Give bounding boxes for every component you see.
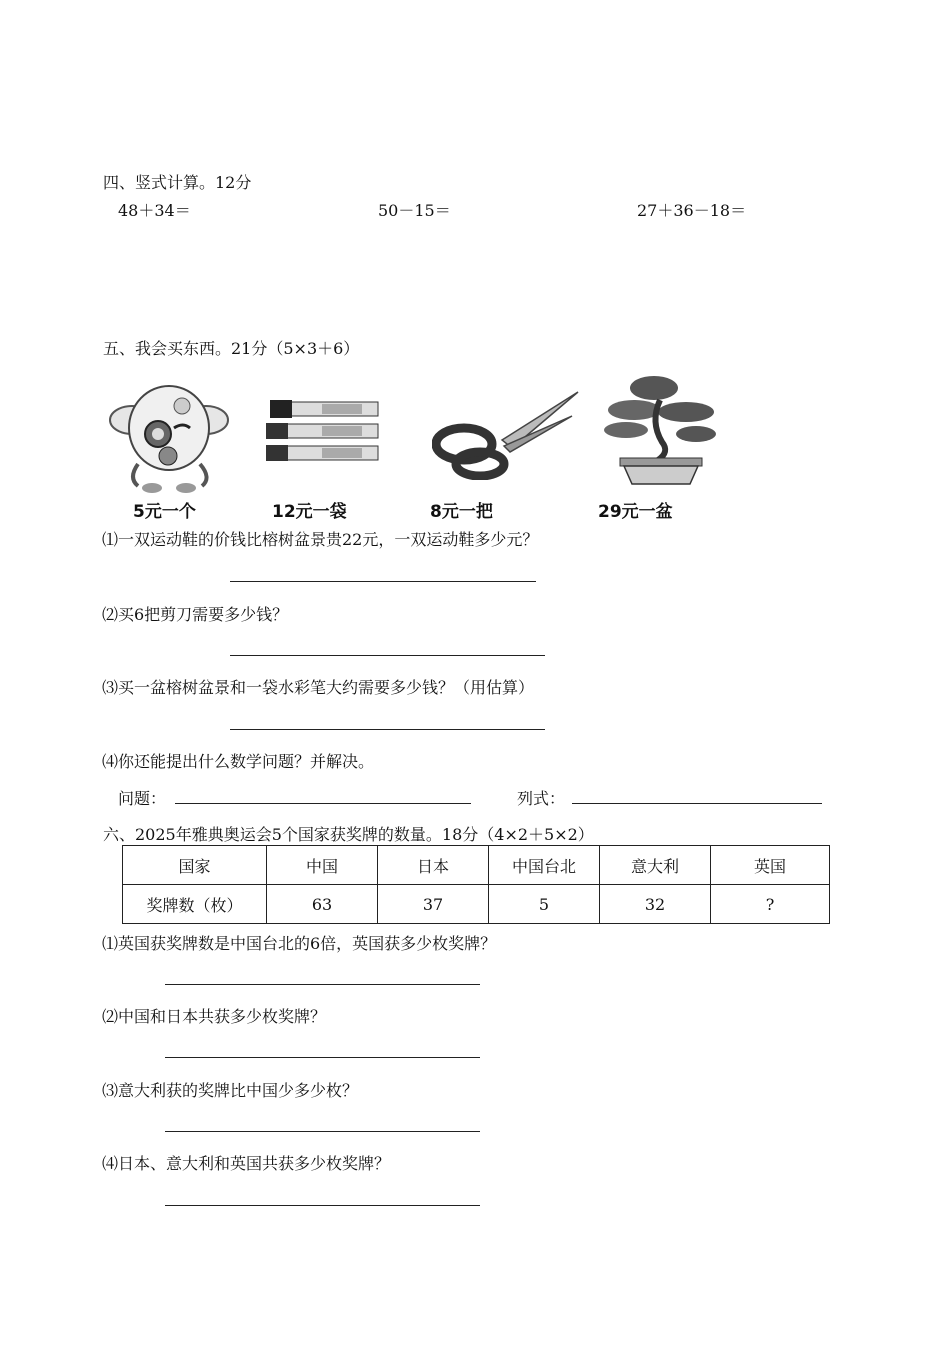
table-cell: 37: [378, 885, 489, 924]
price-bonsai: 29元一盆: [598, 502, 673, 522]
table-cell: 意大利: [600, 846, 711, 885]
table-cell: 5: [489, 885, 600, 924]
s6-question-4: ⑷日本、意大利和英国共获多少枚奖牌？: [102, 1154, 391, 1173]
formula-line[interactable]: [572, 803, 822, 804]
answer-line[interactable]: [230, 581, 536, 582]
bonsai-icon: [600, 372, 722, 488]
s5-question-1: ⑴一双运动鞋的价钱比榕树盆景贵22元，一双运动鞋多少元？: [102, 530, 539, 549]
s5-question-2: ⑵买6把剪刀需要多少钱？: [102, 605, 289, 624]
table-cell: 英国: [711, 846, 830, 885]
answer-line[interactable]: [165, 984, 480, 985]
price-doll: 5元一个: [133, 502, 196, 522]
problem-3: 27＋36－18＝: [637, 201, 747, 220]
table-cell: 奖牌数（枚）: [123, 885, 267, 924]
answer-line[interactable]: [165, 1057, 480, 1058]
answer-line[interactable]: [165, 1205, 480, 1206]
answer-line[interactable]: [230, 729, 545, 730]
problem-1: 48＋34＝: [118, 201, 191, 220]
s6-question-1: ⑴英国获奖牌数是中国台北的6倍，英国获多少枚奖牌？: [102, 934, 497, 953]
table-cell: 63: [267, 885, 378, 924]
answer-line[interactable]: [165, 1131, 480, 1132]
scissors-icon: [432, 388, 582, 480]
medal-table: [122, 845, 830, 924]
table-cell: 中国: [267, 846, 378, 885]
markers-icon: [262, 388, 387, 466]
price-scissors: 8元一把: [430, 502, 493, 522]
table-cell: 国家: [123, 846, 267, 885]
s5-question-4: ⑷你还能提出什么数学问题？并解决。: [102, 752, 375, 771]
question-line[interactable]: [175, 803, 471, 804]
price-markers: 12元一袋: [272, 502, 347, 522]
table-cell: 日本: [378, 846, 489, 885]
table-cell: 中国台北: [489, 846, 600, 885]
formula-label: 列式：: [517, 789, 566, 808]
table-cell: 32: [600, 885, 711, 924]
table-row: [123, 885, 830, 924]
table-header-row: [123, 846, 830, 885]
section4-title: 四、竖式计算。12分: [103, 173, 252, 192]
question-label: 问题：: [118, 789, 167, 808]
toy-doll-icon: [108, 378, 230, 496]
s6-question-2: ⑵中国和日本共获多少枚奖牌？: [102, 1007, 327, 1026]
s6-question-3: ⑶意大利获的奖牌比中国少多少枚？: [102, 1081, 359, 1100]
answer-line[interactable]: [230, 655, 545, 656]
s5-question-3: ⑶买一盆榕树盆景和一袋水彩笔大约需要多少钱？（用估算）: [102, 678, 535, 697]
problem-2: 50－15＝: [378, 201, 451, 220]
table-cell: ?: [711, 885, 830, 924]
section5-title: 五、我会买东西。21分（5×3＋6）: [103, 339, 360, 358]
section6-title: 六、2025年雅典奥运会5个国家获奖牌的数量。18分（4×2＋5×2）: [103, 825, 594, 844]
